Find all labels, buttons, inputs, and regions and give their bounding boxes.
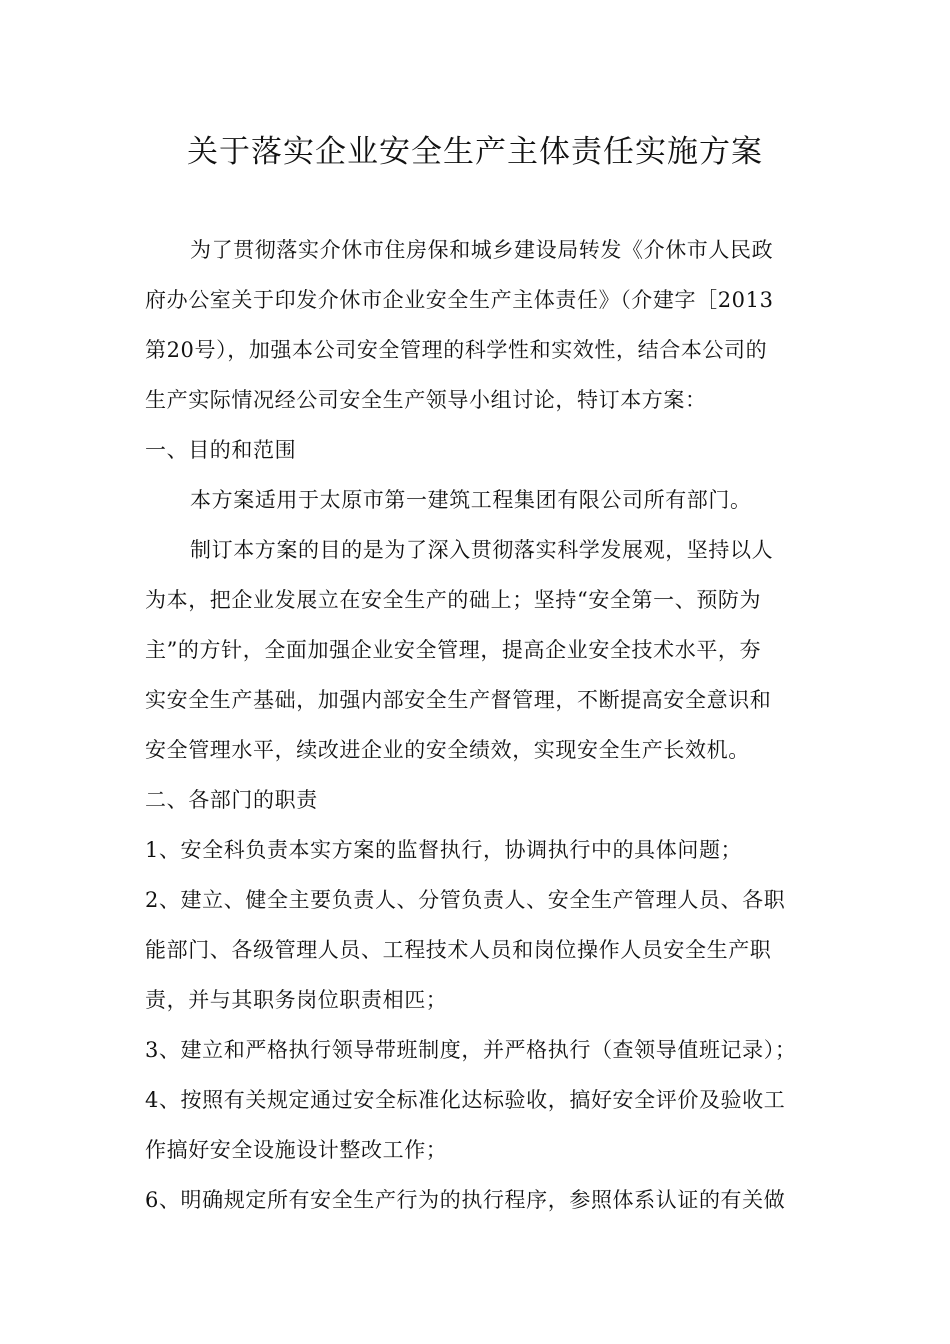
paragraph-line: 作搞好安全设施设计整改工作； bbox=[145, 1138, 448, 1162]
list-item: 3、建立和严格执行领导带班制度，并严格执行（查领导值班记录）； bbox=[145, 1038, 797, 1062]
paragraph-line: 制订本方案的目的是为了深入贯彻落实科学发展观，坚持以人 bbox=[190, 538, 774, 562]
paragraph-line: 安全管理水平，续改进企业的安全绩效，实现安全生产长效机。 bbox=[145, 738, 750, 762]
list-item: 4、按照有关规定通过安全标准化达标验收，搞好安全评价及验收工 bbox=[145, 1088, 786, 1112]
paragraph-line: 为本，把企业发展立在安全生产的础上；坚持“安全第一、预防为 bbox=[145, 588, 762, 612]
section-heading: 一、目的和范围 bbox=[145, 438, 297, 462]
paragraph-line: 生产实际情况经公司安全生产领导小组讨论，特订本方案： bbox=[145, 388, 707, 412]
document-title: 关于落实企业安全生产主体责任实施方案 bbox=[187, 134, 763, 170]
paragraph-line: 府办公室关于印发介休市企业安全生产主体责任》（介建字［2013 bbox=[145, 288, 774, 312]
paragraph-line: 第20号），加强本公司安全管理的科学性和实效性，结合本公司的 bbox=[145, 338, 768, 362]
list-item: 1、安全科负责本实方案的监督执行，协调执行中的具体问题； bbox=[145, 838, 743, 862]
paragraph-line: 能部门、各级管理人员、工程技术人员和岗位操作人员安全生产职 bbox=[145, 938, 772, 962]
list-item: 2、建立、健全主要负责人、分管负责人、安全生产管理人员、各职 bbox=[145, 888, 786, 912]
paragraph-line: 本方案适用于太原市第一建筑工程集团有限公司所有部门。 bbox=[190, 488, 752, 512]
section-heading: 二、各部门的职责 bbox=[145, 788, 318, 812]
paragraph-line: 实安全生产基础，加强内部安全生产督管理，不断提高安全意识和 bbox=[145, 688, 772, 712]
list-item: 6、明确规定所有安全生产行为的执行程序，参照体系认证的有关做 bbox=[145, 1188, 786, 1212]
paragraph-line: 责，并与其职务岗位职责相匹； bbox=[145, 988, 448, 1012]
paragraph-line: 主”的方针，全面加强企业安全管理，提高企业安全技术水平，夯 bbox=[145, 638, 762, 662]
paragraph-line: 为了贯彻落实介休市住房保和城乡建设局转发《介休市人民政 bbox=[190, 238, 774, 262]
